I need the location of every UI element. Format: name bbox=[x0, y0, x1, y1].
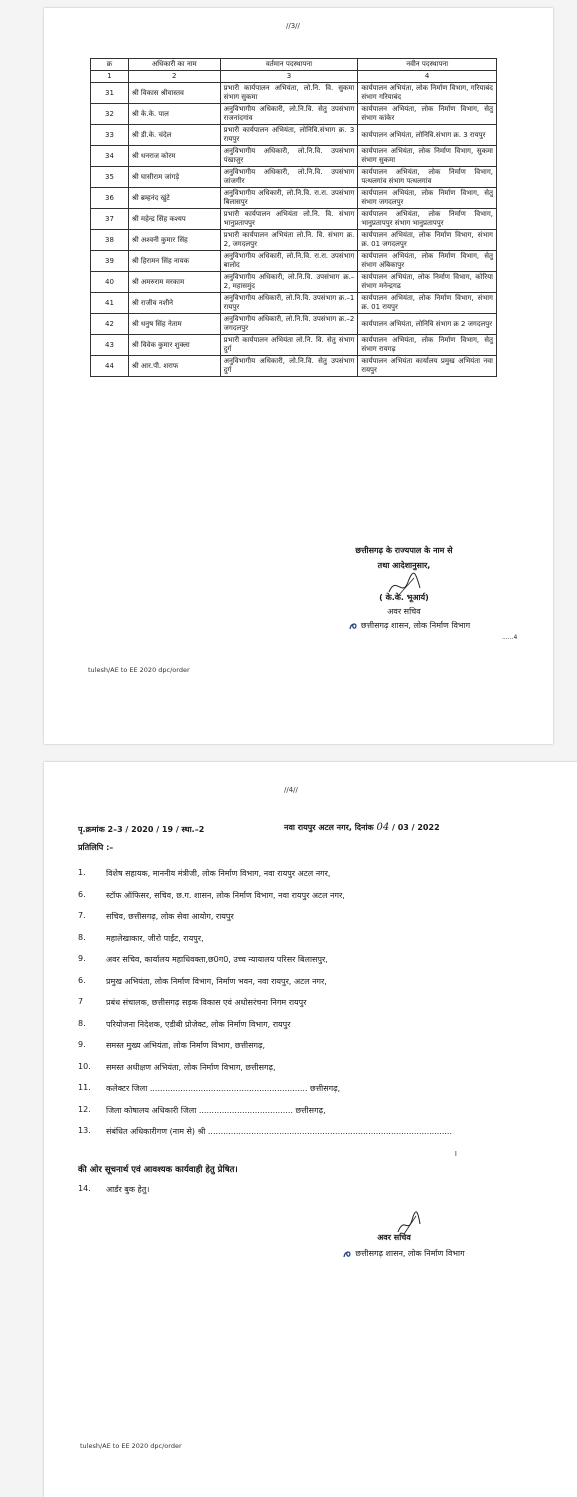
copy-list-item: अवर सचिव, कार्यालय महाधिवक्ता,छ0ग0, उच्च न्यायालय परिसर बिलासपुर, bbox=[106, 955, 328, 964]
new-posting-cell: कार्यपालन अभियंता, लोक निर्माण विभाग, भानुप्रतापपुर संभाग भानुप्रतापपुर bbox=[358, 209, 497, 230]
serial-cell: 34 bbox=[91, 146, 129, 167]
item-number: 7 bbox=[78, 997, 84, 1006]
item-number: 1. bbox=[78, 868, 86, 877]
footer-reference: tulesh/AE to EE 2020 dpc/order bbox=[88, 666, 190, 674]
header-number: 1 bbox=[91, 71, 129, 83]
new-posting-cell: कार्यपालन अभियंता कार्यालय प्रमुख अभियंता नवा रायपुर bbox=[358, 356, 497, 377]
officer-name-cell: श्री विवेक कुमार शुक्ला bbox=[128, 335, 220, 356]
officer-name-cell: श्री ब्रम्हनंद खुंटे bbox=[128, 188, 220, 209]
new-posting-cell: कार्यपालन अभियंता, लोक निर्माण विभाग, गरियाबंद संभाग गरियाबंद bbox=[358, 83, 497, 104]
new-posting-cell: कार्यपालन अभियंता, लोक निर्माण विभाग, संभाग क्र. 01 जगदलपुर bbox=[358, 230, 497, 251]
current-posting-cell: अनुविभागीय अधिकारी, लो.नि.वि. रा.रा. उपसंभाग बिलासपुर bbox=[220, 188, 358, 209]
serial-cell: 41 bbox=[91, 293, 129, 314]
table-header-number-row bbox=[91, 71, 497, 83]
table-row bbox=[91, 314, 497, 335]
copy-list-item: जिला कोषालय अधिकारी जिला ..................................... छत्तीसगढ़, bbox=[106, 1105, 326, 1115]
officer-name-cell: श्री डी.के. चंदेल bbox=[128, 125, 220, 146]
current-posting-cell: अनुविभागीय अधिकारी, लो.नि.वि. उपसंभाग क्र.–1 रायपुर bbox=[220, 293, 358, 314]
new-posting-cell: कार्यपालन अभियंता, लोक निर्माण विभाग, संभाग क्र. 01 रायपुर bbox=[358, 293, 497, 314]
item-text: आर्डर बुक हेतु। bbox=[106, 1185, 150, 1194]
table-body bbox=[91, 83, 497, 377]
header-number: 3 bbox=[220, 71, 358, 83]
current-posting-cell: प्रभारी कार्यपालन अभियंता लो.नि. वि. संभाग भानुप्रतापपुर bbox=[220, 209, 358, 230]
copy-to-label: प्रतिलिपि :– bbox=[78, 843, 114, 852]
serial-cell: 38 bbox=[91, 230, 129, 251]
table-row bbox=[91, 146, 497, 167]
item-number: 6. bbox=[78, 975, 86, 985]
item-number: 8. bbox=[78, 932, 86, 942]
current-posting-cell: अनुविभागीय अधिकारी, लो.नि.वि. सेतु उपसंभाग राजनांदगांव bbox=[220, 104, 358, 125]
table-row bbox=[91, 167, 497, 188]
new-posting-cell: कार्यपालन अभियंता, लोनिवि संभाग क्र 2 जगदलपुर bbox=[358, 314, 497, 335]
item-number: 11. bbox=[78, 1083, 91, 1092]
signatory-department: छत्तीसगढ़ शासन, लोक निर्माण विभाग bbox=[296, 1248, 511, 1259]
item-number: 6. bbox=[78, 889, 86, 899]
copy-list-item: संबंधित अधिकारीगण (नाम से) श्री ................................................................................................ bbox=[106, 1127, 453, 1136]
officer-name-cell: श्री हिरामन सिंह नायक bbox=[128, 251, 220, 272]
new-posting-cell: कार्यपालन अभियंता, लोक निर्माण विभाग, सेतु संभाग रायगढ़ bbox=[358, 335, 497, 356]
serial-cell: 42 bbox=[91, 314, 129, 335]
serial-cell: 36 bbox=[91, 188, 129, 209]
copy-list-item: समस्त मुख्य अभियंता, लोक निर्माण विभाग, छत्तीसगढ़, bbox=[106, 1041, 266, 1050]
posting-table bbox=[90, 58, 497, 377]
page-number: //3// bbox=[286, 22, 300, 30]
current-posting-cell: अनुविभागीय अधिकारी, लो.नि.वि. उपसंभाग क्र.–2 जगदलपुर bbox=[220, 314, 358, 335]
officer-name-cell: श्री महेन्द्र सिंह कश्यप bbox=[128, 209, 220, 230]
new-posting-cell: कार्यपालन अभियंता, लोक निर्माण विभाग, पत्थलगांव संभाग पत्थलगांव bbox=[358, 167, 497, 188]
signatory-designation: अवर सचिव bbox=[387, 607, 421, 616]
item-number: 9. bbox=[78, 1040, 86, 1049]
officer-name-cell: श्री अमरुराम मरकाम bbox=[128, 272, 220, 293]
signatory-designation: अवर सचिव bbox=[377, 1233, 411, 1242]
serial-cell: 44 bbox=[91, 356, 129, 377]
copy-list-item: महालेखाकार, जीरो पाईंट, रायपुर, bbox=[106, 933, 204, 943]
signature-line-2: तथा आदेशानुसार, bbox=[377, 561, 431, 570]
serial-cell: 33 bbox=[91, 125, 129, 146]
officer-name-cell: श्री अश्वनी कुमार सिंह bbox=[128, 230, 220, 251]
serial-cell: 35 bbox=[91, 167, 129, 188]
new-posting-cell: कार्यपालन अभियंता, लोक निर्माण विभाग, सेतु संभाग जगदलपुर bbox=[358, 188, 497, 209]
forwarding-note: की ओर सूचनार्थ एवं आवश्यक कार्यवाही हेतु प्रेषित। bbox=[78, 1165, 238, 1175]
document-page-4 bbox=[44, 762, 577, 1497]
table-row bbox=[91, 356, 497, 377]
officer-name-cell: श्री धनुष सिंह नेताम bbox=[128, 314, 220, 335]
signatory-department: छत्तीसगढ़ शासन, लोक निर्माण विभाग bbox=[304, 620, 514, 631]
officer-name-cell: श्री राजीव नशीने bbox=[128, 293, 220, 314]
header-current-posting: वर्तमान पदस्थापना bbox=[220, 59, 358, 71]
item-number: 13. bbox=[78, 1126, 91, 1135]
item-number: 12. bbox=[78, 1104, 91, 1114]
item-number: 7. bbox=[78, 911, 86, 920]
copy-list-item: स्टॉफ ऑफिसर, सचिव, छ.ग. शासन, लोक निर्माण विभाग, नवा रायपुर अटल नगर, bbox=[106, 890, 345, 900]
item-number: 14. bbox=[78, 1184, 91, 1193]
current-posting-cell: प्रभारी कार्यपालन अभियंता, लोनिवि.संभाग क्र. 3 रायपुर bbox=[220, 125, 358, 146]
item-number: 9. bbox=[78, 954, 86, 963]
emblem-icon bbox=[342, 1249, 352, 1259]
serial-cell: 40 bbox=[91, 272, 129, 293]
serial-cell: 43 bbox=[91, 335, 129, 356]
footer-reference: tulesh/AE to EE 2020 dpc/order bbox=[80, 1442, 182, 1450]
copy-list-item: परियोजना निदेशक, एडीबी प्रोजेक्ट, लोक निर्माण विभाग, रायपुर bbox=[106, 1019, 291, 1029]
copy-list-item: प्रमुख अभियंता, लोक निर्माण विभाग, निर्माण भवन, नवा रायपुर, अटल नगर, bbox=[106, 976, 327, 986]
header-number: 2 bbox=[128, 71, 220, 83]
copy-list-item: कलेक्टर जिला .............................................................. छत्तीसगढ़, bbox=[106, 1084, 341, 1093]
header-serial: क्र bbox=[91, 59, 129, 71]
item-number: 8. bbox=[78, 1018, 86, 1028]
current-posting-cell: अनुविभागीय अधिकारी, लो.नि.वि. उपसंभाग पंखाजुर bbox=[220, 146, 358, 167]
copy-list-item: समस्त अधीक्षण अभियंता, लोक निर्माण विभाग, छत्तीसगढ़, bbox=[106, 1062, 276, 1072]
emblem-icon bbox=[348, 621, 358, 631]
new-posting-cell: कार्यपालन अभियंता, लोक निर्माण विभाग, सेतु संभाग अंबिकापुर bbox=[358, 251, 497, 272]
header-officer-name: अधिकारी का नाम bbox=[128, 59, 220, 71]
table-row bbox=[91, 209, 497, 230]
table-row bbox=[91, 188, 497, 209]
signatory-name: ( के.के. भूआर्य) bbox=[379, 593, 429, 602]
current-posting-cell: अनुविभागीय अधिकारी, लो.नि.वि. सेतु उपसंभाग दुर्ग bbox=[220, 356, 358, 377]
serial-cell: 39 bbox=[91, 251, 129, 272]
header-number: 4 bbox=[358, 71, 497, 83]
current-posting-cell: प्रभारी कार्यपालन अभियंता लो.नि. वि. संभाग क्र. 2, जगदलपुर bbox=[220, 230, 358, 251]
current-posting-cell: अनुविभागीय अधिकारी, लो.नि.वि. रा.रा. उपसंभाग बालोद bbox=[220, 251, 358, 272]
serial-cell: 37 bbox=[91, 209, 129, 230]
header-new-posting: नवीन पदस्थापना bbox=[358, 59, 497, 71]
table-row bbox=[91, 230, 497, 251]
officer-name-cell: श्री धनराज कोरम bbox=[128, 146, 220, 167]
table-row bbox=[91, 125, 497, 146]
item-number: 10. bbox=[78, 1061, 91, 1071]
officer-name-cell: श्री आर.पी. शराफ bbox=[128, 356, 220, 377]
officer-name-cell: श्री के.के. पाल bbox=[128, 104, 220, 125]
officer-name-cell: श्री विकास श्रीवास्तव bbox=[128, 83, 220, 104]
copy-list-item: प्रबंध संचालक, छत्तीसगढ़ सड़क विकास एवं अधोसरंचना निगम रायपुर bbox=[106, 998, 307, 1007]
continued-marker: ......4 bbox=[502, 634, 518, 641]
table-header-row bbox=[91, 59, 497, 71]
table-row bbox=[91, 104, 497, 125]
table-row bbox=[91, 272, 497, 293]
serial-cell: 32 bbox=[91, 104, 129, 125]
table-row bbox=[91, 335, 497, 356]
reference-number: पृ.क्रमांक 2–3 / 2020 / 19 / स्था.–2 bbox=[78, 825, 205, 834]
new-posting-cell: कार्यपालन अभियंता, लोक निर्माण विभाग, सेतु संभाग कांकेर bbox=[358, 104, 497, 125]
continuation-mark: । bbox=[454, 1149, 458, 1158]
serial-cell: 31 bbox=[91, 83, 129, 104]
new-posting-cell: कार्यपालन अभियंता, लोक निर्माण विभाग, कोरिया संभाग मनेन्द्रगढ bbox=[358, 272, 497, 293]
current-posting-cell: अनुविभागीय अधिकारी, लो.नि.वि. उपसंभाग जांजगीर bbox=[220, 167, 358, 188]
officer-name-cell: श्री घासीराम जांगड़े bbox=[128, 167, 220, 188]
new-posting-cell: कार्यपालन अभियंता, लोनिवि.संभाग क्र. 3 रायपुर bbox=[358, 125, 497, 146]
new-posting-cell: कार्यपालन अभियंता, लोक निर्माण विभाग, सुकमा संभाग सुकमा bbox=[358, 146, 497, 167]
signature-line-1: छत्तीसगढ़ के राज्यपाल के नाम से bbox=[355, 546, 453, 555]
table-row bbox=[91, 251, 497, 272]
page-number: //4// bbox=[284, 786, 298, 794]
table-row bbox=[91, 83, 497, 104]
document-page-3 bbox=[44, 8, 553, 744]
current-posting-cell: प्रभारी कार्यपालन अभियंता, लो.नि. वि. सुकमा संभाग सुकमा bbox=[220, 83, 358, 104]
copy-list-item: विशेष सहायक, माननीय मंत्रीजी, लोक निर्माण विभाग, नवा रायपुर अटल नगर, bbox=[106, 869, 331, 878]
table-row bbox=[91, 293, 497, 314]
copy-list-item: सचिव, छत्तीसगढ़, लोक सेवा आयोग, रायपुर bbox=[106, 912, 234, 921]
current-posting-cell: प्रभारी कार्यपालन अभियंता लो.नि. वि. सेतु संभाग दुर्ग bbox=[220, 335, 358, 356]
place-date: नवा रायपुर अटल नगर, दिनांक 04 / 03 / 2022 bbox=[284, 822, 440, 833]
current-posting-cell: अनुविभागीय अधिकारी, लो.नि.वि. उपसंभाग क्र.–2, महासमुंद bbox=[220, 272, 358, 293]
